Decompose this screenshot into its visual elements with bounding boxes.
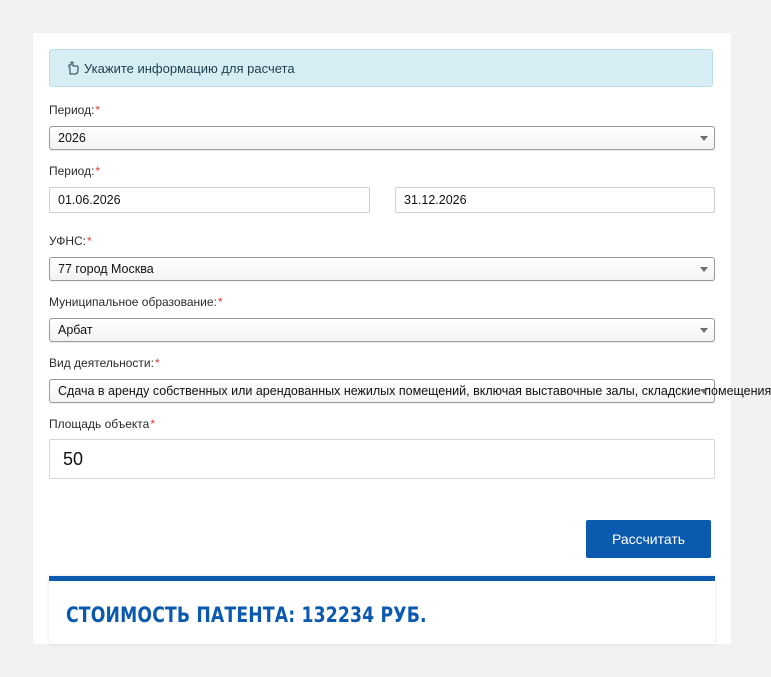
required-mark: * [87,234,92,248]
ufns-label: УФНС:* [49,234,92,248]
date-from-input[interactable]: 01.06.2026 [49,187,370,213]
calculator-card [33,33,771,644]
hand-pointer-icon [66,61,80,75]
patent-cost-text: СТОИМОСТЬ ПАТЕНТА: 132234 РУБ. [66,603,427,627]
info-text: Укажите информацию для расчета [84,60,295,76]
date-to-input[interactable]: 31.12.2026 [395,187,715,213]
municipality-label: Муниципальное образование:* [49,295,223,309]
required-mark: * [154,356,160,370]
calculate-button[interactable]: Рассчитать [586,520,711,558]
required-mark: * [150,417,155,431]
area-input[interactable]: 50 [49,439,715,479]
activity-select[interactable]: Сдача в аренду собственных или арендованных нежилых помещений, включая выставочные залы, складские помещения [49,379,715,403]
ufns-select[interactable]: 77 город Москва [49,257,715,281]
chevron-down-icon [700,328,708,333]
municipality-select[interactable]: Арбат [49,318,715,342]
required-mark: * [217,295,223,309]
result-panel [49,576,715,644]
chevron-down-icon [700,389,708,394]
info-alert [49,49,713,87]
chevron-down-icon [700,136,708,141]
period-dates-label: Период:* [49,164,101,178]
chevron-down-icon [700,267,708,272]
period-year-label: Период:* [49,103,101,117]
period-year-select[interactable]: 2026 [49,126,715,150]
required-mark: * [95,164,101,178]
required-mark: * [95,103,101,117]
area-label: Площадь объекта* [49,417,155,431]
activity-label: Вид деятельности:* [49,356,160,370]
